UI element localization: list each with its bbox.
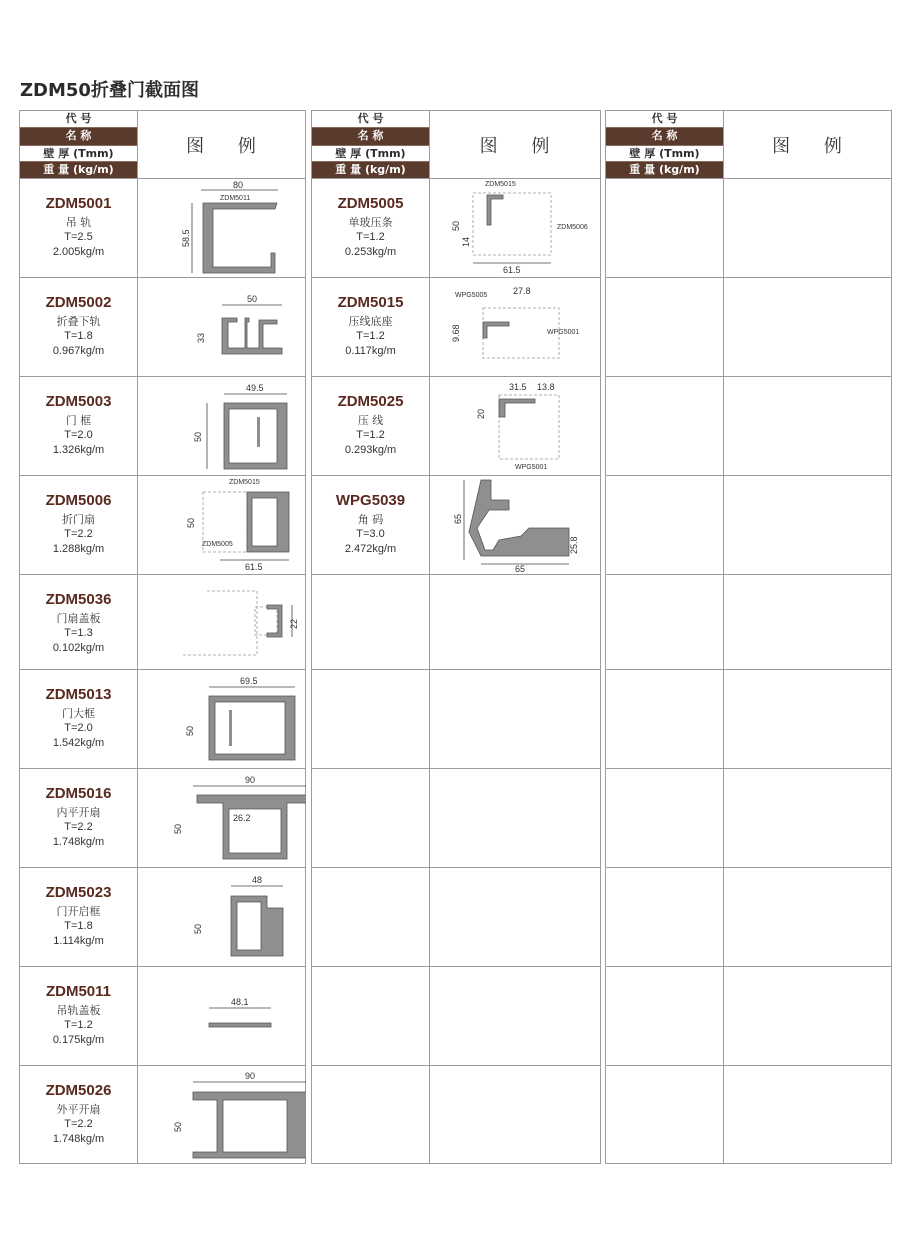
name-label: 名 称 xyxy=(20,128,137,145)
profile-figure xyxy=(137,575,305,669)
profile-figure xyxy=(429,377,600,475)
profile-name: 门开启框 xyxy=(56,905,101,918)
svg-text:WPG5001: WPG5001 xyxy=(547,329,580,336)
profile-code: ZDM5006 xyxy=(45,492,112,509)
profile-row xyxy=(311,178,601,277)
empty-row xyxy=(605,574,892,669)
profile-code: ZDM5001 xyxy=(45,195,112,212)
profile-figure xyxy=(429,476,600,574)
profile-drawing xyxy=(137,476,306,574)
legend-label: 图 例 xyxy=(186,135,270,157)
svg-text:61.5: 61.5 xyxy=(245,562,263,572)
profile-table-2 xyxy=(311,110,601,1164)
header-keys xyxy=(20,111,138,178)
profile-thickness: T=1.2 xyxy=(356,429,385,441)
profile-code: ZDM5013 xyxy=(45,686,112,703)
profile-info xyxy=(20,1066,138,1163)
svg-text:50: 50 xyxy=(185,725,195,736)
profile-name: 内平开扇 xyxy=(56,806,101,819)
profile-drawing xyxy=(429,476,601,574)
empty-row xyxy=(311,669,601,768)
profile-drawing xyxy=(429,377,601,475)
page-title: ZDM50折叠门截面图 xyxy=(20,80,199,101)
profile-code: ZDM5011 xyxy=(45,983,112,1000)
thickness-label: 壁 厚 (Tmm) xyxy=(312,145,429,162)
profile-name: 单玻压条 xyxy=(348,216,393,229)
profile-name: 压线底座 xyxy=(348,315,393,328)
profile-drawing xyxy=(429,179,601,277)
profile-name: 折叠下轨 xyxy=(56,315,101,328)
profile-info xyxy=(20,575,138,669)
svg-text:26.2: 26.2 xyxy=(233,813,251,823)
profile-code: ZDM5002 xyxy=(45,294,112,311)
empty-row xyxy=(605,768,892,867)
svg-text:80: 80 xyxy=(233,180,244,190)
profile-name: 门扇盖板 xyxy=(56,612,101,625)
profile-weight: 1.542kg/m xyxy=(52,737,105,749)
profile-row xyxy=(19,277,306,376)
profile-weight: 1.114kg/m xyxy=(53,935,104,947)
profile-thickness: T=2.2 xyxy=(64,528,93,540)
svg-text:50: 50 xyxy=(186,517,196,528)
empty-row xyxy=(311,1065,601,1164)
svg-text:58.5: 58.5 xyxy=(181,229,191,247)
profile-drawing xyxy=(137,1066,306,1164)
profile-thickness: T=2.0 xyxy=(64,722,93,734)
code-label: 代 号 xyxy=(606,111,723,128)
profile-code: ZDM5025 xyxy=(337,393,404,410)
profile-info xyxy=(312,278,430,376)
svg-text:20: 20 xyxy=(476,408,486,419)
profile-thickness: T=1.8 xyxy=(64,920,93,932)
svg-text:22: 22 xyxy=(289,618,299,629)
header-keys xyxy=(312,111,430,178)
empty-row xyxy=(311,574,601,669)
empty-row xyxy=(605,1065,892,1164)
profile-name: 折门扇 xyxy=(62,513,95,526)
profile-row xyxy=(19,966,306,1065)
profile-code: ZDM5005 xyxy=(337,195,404,212)
profile-thickness: T=2.2 xyxy=(64,1118,93,1130)
svg-text:50: 50 xyxy=(247,294,258,304)
profile-thickness: T=3.0 xyxy=(356,528,385,540)
profile-weight: 1.748kg/m xyxy=(52,836,105,848)
profile-weight: 2.005kg/m xyxy=(52,246,105,258)
profile-info xyxy=(20,476,138,574)
profile-drawing xyxy=(137,967,306,1065)
profile-drawing xyxy=(137,769,306,867)
profile-info xyxy=(20,179,138,277)
svg-text:50: 50 xyxy=(193,923,203,934)
profile-code: WPG5039 xyxy=(335,492,406,509)
table-header xyxy=(19,110,306,178)
profile-row xyxy=(311,475,601,574)
profile-weight: 0.967kg/m xyxy=(52,345,105,357)
profile-row xyxy=(19,574,306,669)
profile-drawing xyxy=(137,670,306,768)
svg-text:WPG5001: WPG5001 xyxy=(515,464,548,471)
profile-thickness: T=2.5 xyxy=(64,231,93,243)
profile-name: 压 线 xyxy=(357,414,384,427)
profile-name: 外平开扇 xyxy=(56,1103,101,1116)
profile-row xyxy=(19,475,306,574)
profile-thickness: T=1.8 xyxy=(64,330,93,342)
profile-weight: 0.117kg/m xyxy=(345,345,396,357)
svg-text:ZDM5015: ZDM5015 xyxy=(485,181,516,188)
legend-label: 图 例 xyxy=(772,135,856,157)
profile-table-3 xyxy=(605,110,892,1164)
profile-thickness: T=2.0 xyxy=(64,429,93,441)
empty-row xyxy=(311,867,601,966)
profile-row xyxy=(311,277,601,376)
svg-text:50: 50 xyxy=(193,431,203,442)
profile-figure xyxy=(137,278,305,376)
profile-info xyxy=(20,377,138,475)
profile-weight: 0.293kg/m xyxy=(344,444,397,456)
profile-drawing xyxy=(137,179,306,277)
svg-text:65: 65 xyxy=(515,564,526,574)
profile-row xyxy=(311,376,601,475)
profile-drawing xyxy=(137,377,306,475)
thickness-label: 壁 厚 (Tmm) xyxy=(20,145,137,162)
svg-text:65: 65 xyxy=(453,513,463,524)
table-header xyxy=(311,110,601,178)
name-label: 名 称 xyxy=(606,128,723,145)
profile-figure xyxy=(137,1066,305,1163)
svg-text:50: 50 xyxy=(451,220,461,231)
profile-thickness: T=2.2 xyxy=(64,821,93,833)
profile-code: ZDM5036 xyxy=(45,591,112,608)
name-label: 名 称 xyxy=(312,128,429,145)
empty-row xyxy=(605,475,892,574)
svg-text:ZDM5015: ZDM5015 xyxy=(229,479,260,486)
table-header xyxy=(605,110,892,178)
profile-code: ZDM5015 xyxy=(337,294,404,311)
svg-text:50: 50 xyxy=(173,823,183,834)
profile-code: ZDM5026 xyxy=(45,1082,112,1099)
svg-text:13.8: 13.8 xyxy=(537,382,555,392)
svg-text:69.5: 69.5 xyxy=(240,676,258,686)
profile-figure xyxy=(137,377,305,475)
profile-name: 角 码 xyxy=(357,513,384,526)
empty-row xyxy=(605,669,892,768)
profile-code: ZDM5003 xyxy=(45,393,112,410)
profile-row xyxy=(19,669,306,768)
profile-info xyxy=(312,179,430,277)
profile-figure xyxy=(429,179,600,277)
legend-label: 图 例 xyxy=(479,135,564,157)
profile-drawing xyxy=(429,278,601,376)
profile-drawing xyxy=(137,278,306,376)
svg-text:48: 48 xyxy=(252,875,263,885)
profile-row xyxy=(19,178,306,277)
empty-row xyxy=(311,966,601,1065)
profile-weight: 2.472kg/m xyxy=(344,543,397,555)
profile-figure xyxy=(137,769,305,867)
svg-text:14: 14 xyxy=(461,236,471,247)
profile-figure xyxy=(137,476,305,574)
profile-thickness: T=1.3 xyxy=(64,627,93,639)
profile-name: 吊轨盖板 xyxy=(56,1004,101,1017)
profile-name: 吊 轨 xyxy=(65,216,92,229)
empty-row xyxy=(605,178,892,277)
profile-row xyxy=(19,376,306,475)
empty-row xyxy=(605,376,892,475)
weight-label: 重 量 (kg/m) xyxy=(606,162,723,179)
svg-text:90: 90 xyxy=(245,775,256,785)
profile-info xyxy=(20,670,138,768)
empty-row xyxy=(605,966,892,1065)
svg-text:27.8: 27.8 xyxy=(513,286,531,296)
profile-weight: 0.175kg/m xyxy=(52,1034,105,1046)
svg-text:49.5: 49.5 xyxy=(246,383,264,393)
profile-row xyxy=(19,1065,306,1164)
empty-row xyxy=(605,277,892,376)
svg-text:90: 90 xyxy=(245,1071,256,1081)
profile-code: ZDM5023 xyxy=(45,884,112,901)
thickness-label: 壁 厚 (Tmm) xyxy=(606,145,723,162)
profile-weight: 0.253kg/m xyxy=(344,246,397,258)
code-label: 代 号 xyxy=(20,111,137,128)
profile-info xyxy=(20,769,138,867)
profile-drawing xyxy=(137,868,306,966)
svg-text:61.5: 61.5 xyxy=(503,265,521,275)
profile-thickness: T=1.2 xyxy=(356,330,385,342)
svg-text:ZDM5005: ZDM5005 xyxy=(202,541,233,548)
profile-code: ZDM5016 xyxy=(45,785,112,802)
svg-text:50: 50 xyxy=(173,1121,183,1132)
profile-figure xyxy=(137,179,305,277)
profile-figure xyxy=(429,278,600,376)
empty-row xyxy=(605,867,892,966)
profile-info xyxy=(20,967,138,1065)
profile-figure xyxy=(137,967,305,1065)
svg-text:33: 33 xyxy=(196,332,206,343)
profile-info xyxy=(312,377,430,475)
profile-weight: 1.288kg/m xyxy=(52,543,105,555)
svg-text:9.68: 9.68 xyxy=(451,324,461,342)
profile-name: 门大框 xyxy=(62,707,95,720)
profile-weight: 1.748kg/m xyxy=(52,1133,105,1145)
header-keys xyxy=(606,111,724,178)
svg-text:ZDM5006: ZDM5006 xyxy=(557,224,588,231)
profile-drawing xyxy=(137,575,306,669)
svg-text:48.1: 48.1 xyxy=(231,997,249,1007)
profile-info xyxy=(20,868,138,966)
svg-text:WPG5005: WPG5005 xyxy=(455,292,488,299)
svg-text:25.8: 25.8 xyxy=(569,536,579,554)
profile-thickness: T=1.2 xyxy=(356,231,385,243)
profile-name: 门 框 xyxy=(65,414,92,427)
profile-figure xyxy=(137,670,305,768)
svg-text:31.5: 31.5 xyxy=(509,382,527,392)
weight-label: 重 量 (kg/m) xyxy=(20,162,137,179)
profile-info xyxy=(312,476,430,574)
code-label: 代 号 xyxy=(312,111,429,128)
profile-row xyxy=(19,867,306,966)
profile-weight: 0.102kg/m xyxy=(52,642,105,654)
empty-row xyxy=(311,768,601,867)
profile-thickness: T=1.2 xyxy=(64,1019,93,1031)
profile-table-1 xyxy=(19,110,306,1164)
weight-label: 重 量 (kg/m) xyxy=(312,162,429,179)
svg-text:ZDM5011: ZDM5011 xyxy=(220,195,251,202)
profile-weight: 1.326kg/m xyxy=(52,444,105,456)
profile-info xyxy=(20,278,138,376)
profile-row xyxy=(19,768,306,867)
profile-figure xyxy=(137,868,305,966)
